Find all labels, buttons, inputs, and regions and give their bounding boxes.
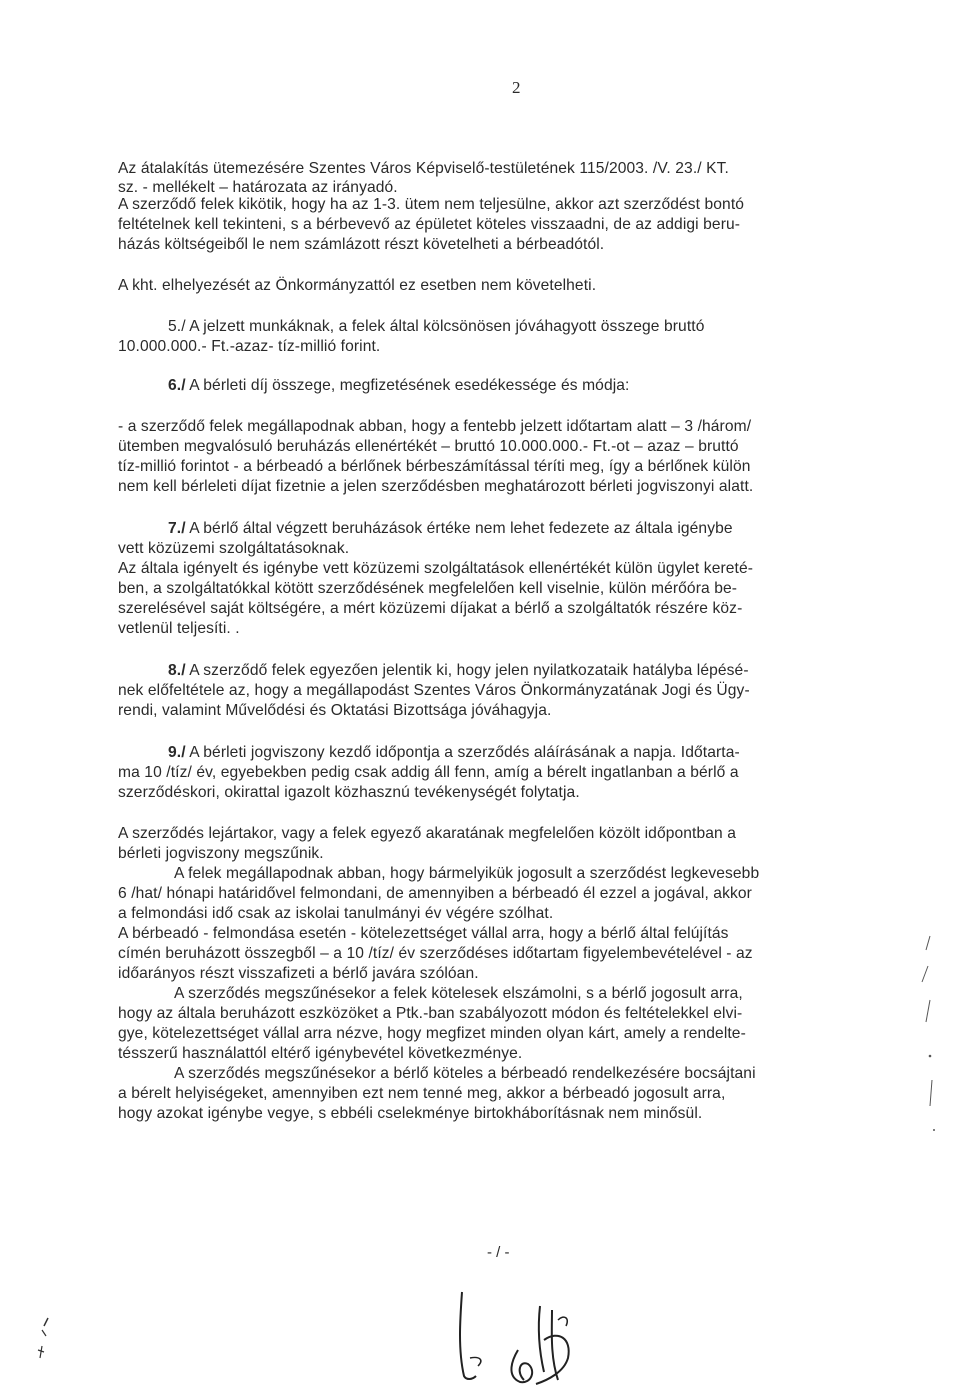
page-number: 2	[512, 78, 521, 97]
text-line: A szerződés megszűnésekor a bérlő köteles a bérbeadó rendelkezésére bocsájtani	[174, 1065, 756, 1082]
text-line: A szerződés lejártakor, vagy a felek egyező akaratának megfelelően közölt időpontban a	[118, 825, 737, 842]
text-line: szerelésével saját költségére, a mért közüzemi díjakat a bérlő a szolgáltatók részére köz-	[118, 600, 743, 617]
text-line: 6 /hat/ hónapi határidővel felmondani, de amennyiben a bérbeadó él ezzel a jogával, akkor	[118, 885, 752, 902]
margin-scribble-marks	[20, 1290, 80, 1370]
text-line: 9./ A bérleti jogviszony kezdő időpontja a szerződés aláírásának a napja. Időtarta-	[168, 744, 740, 761]
text-line: címén beruházott összegből – a 10 /tíz/ év szerződéses időtartam figyelembevételével - az	[118, 945, 753, 962]
text-line: A felek megállapodnak abban, hogy bármelyikük jogosult a szerződést legkevesebb	[174, 865, 760, 882]
text-line: tíz-millió forintot - a bérbeadó a bérlőnek bérbeszámítással téríti meg, így a bérlőnek külön	[118, 458, 751, 475]
text-line: Az átalakítás ütemezésére Szentes Város Képviselő-testületének 115/2003. /V. 23./ KT.	[118, 160, 729, 177]
handwritten-signature	[440, 1280, 600, 1390]
text-line: nek előfeltétele az, hogy a megállapodást Szentes Város Önkormányzatának Jogi és Ügy-	[118, 682, 750, 699]
text-line: hogy az általa beruházott eszközöket a Ptk.-ban szabályozott módon és feltételekkel elvi-	[118, 1005, 743, 1022]
text-line: időarányos részt visszafizeti a bérlő javára szólóan.	[118, 965, 479, 982]
text-line: hogy azokat igénybe vegye, s ebbéli cselekménye birtokháborításnak nem minősül.	[118, 1105, 703, 1122]
text-line: 10.000.000.- Ft.-azaz- tíz-millió forint.	[118, 338, 381, 355]
text-line: sz. - mellékelt – határozata az irányadó.	[118, 179, 398, 196]
text-line: gye, kötelezettséget vállal arra nézve, hogy megfizet minden olyan kárt, amely a rendelte-	[118, 1025, 746, 1042]
text-line: vett közüzemi szolgáltatásoknak.	[118, 540, 350, 557]
text-line: feltételnek kell tekinteni, s a bérbevevő az épületet köteles visszaadni, de az addigi beru-	[118, 216, 741, 233]
text-line: Az általa igényelt és igénybe vett közüzemi szolgáltatások ellenértékét külön ügylet kereté-	[118, 560, 754, 577]
text-line: házás költségeiből le nem számlázott részt követelheti a bérbeadótól.	[118, 236, 605, 253]
text-line: szerződéskori, okirattal igazolt közhasznú tevékenységét folytatja.	[118, 784, 580, 801]
text-line: vetlenül teljesíti. .	[118, 620, 240, 637]
text-line: 7./ A bérlő által végzett beruházások értéke nem lehet fedezete az általa igénybe	[168, 520, 733, 537]
text-line: ütemben megvalósuló beruházás ellenértékét – bruttó 10.000.000.- Ft.-ot – azaz – bruttó	[118, 438, 739, 455]
text-line: A szerződés megszűnésekor a felek kötelesek elszámolni, s a bérlő jogosult arra,	[174, 985, 743, 1002]
text-line: 8./ A szerződő felek egyezően jelentik ki, hogy jelen nyilatkozataik hatályba lépésé-	[168, 662, 749, 679]
text-line: A bérbeadó - felmondása esetén - kötelezettséget vállal arra, hogy a bérlő által felújítás	[118, 925, 729, 942]
text-line: A kht. elhelyezését az Önkormányzattól ez esetben nem követelheti.	[118, 277, 597, 294]
text-line: 6./ A bérleti díj összege, megfizetésének esedékessége és módja:	[168, 377, 630, 394]
text-line: 5./ A jelzett munkáknak, a felek által kölcsönösen jóváhagyott összege bruttó	[168, 318, 705, 335]
right-margin-marks	[900, 930, 950, 1170]
text-line: a bérelt helyiségeket, amennyiben ezt nem tenné meg, akkor a bérbeadó jogosult arra,	[118, 1085, 726, 1102]
text-line: rendi, valamint Művelődési és Oktatási Bizottsága jóváhagyja.	[118, 702, 552, 719]
text-line: ben, a szolgáltatókkal kötött szerződésének megfelelően kell viselnie, külön mérőóra be-	[118, 580, 738, 597]
text-line: nem kell bérleleti díjat fizetnie a jelen szerződésben meghatározott bérleti jogviszonyi alatt.	[118, 478, 754, 495]
page-marker: - / -	[487, 1244, 510, 1261]
text-line: tésszerű használattól eltérő igénybevétel következménye.	[118, 1045, 523, 1062]
text-line: ma 10 /tíz/ év, egyebekben pedig csak addig áll fenn, amíg a bérelt ingatlanban a bérlő a	[118, 764, 739, 781]
text-line: - a szerződő felek megállapodnak abban, hogy a fentebb jelzett időtartam alatt – 3 /három/	[118, 418, 752, 435]
text-line: A szerződő felek kikötik, hogy ha az 1-3. ütem nem teljesülne, akkor azt szerződést bontó	[118, 196, 745, 213]
text-line: a felmondási idő csak az iskolai tanulmányi év végére szólhat.	[118, 905, 554, 922]
text-line: bérleti jogviszony megszűnik.	[118, 845, 324, 862]
